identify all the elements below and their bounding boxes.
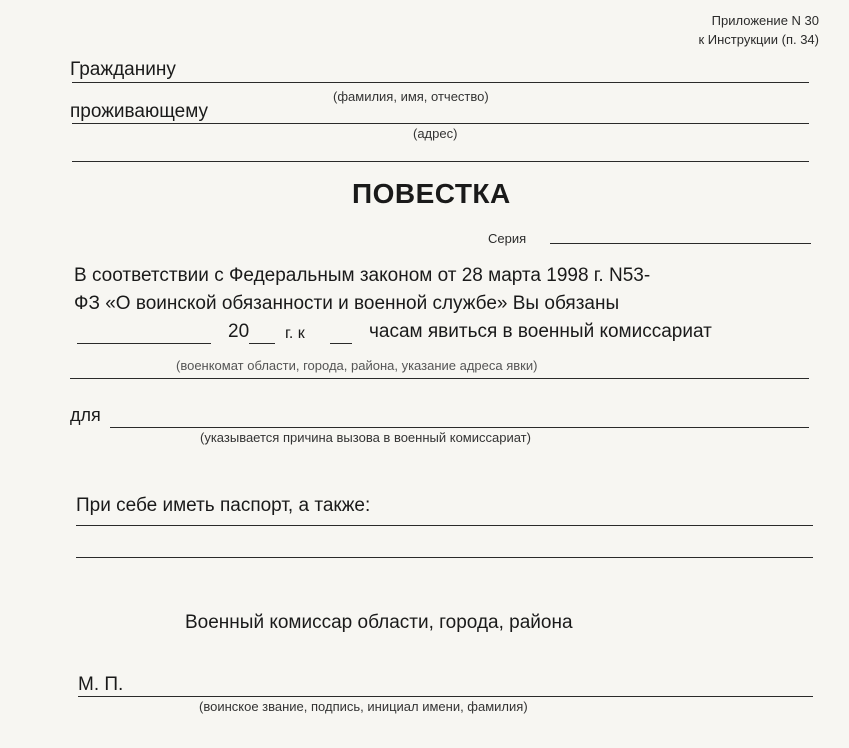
purpose-line[interactable] [110,427,809,428]
signature-line[interactable] [78,696,813,697]
series-label: Серия [488,231,527,246]
citizen-name-line[interactable] [72,82,809,83]
seal-label: М. П. [78,674,124,695]
appendix-number: Приложение N 30 [711,13,819,28]
year-prefix: 20 [228,321,250,342]
purpose-hint: (указывается причина вызова в военный комиссариат) [200,430,531,445]
office-hint: (военкомат области, города, района, указание адреса явки) [176,358,538,373]
name-hint: (фамилия, имя, отчество) [333,89,489,104]
hours-text: часам явиться в военный комиссариат [369,321,712,342]
signature-hint: (воинское звание, подпись, инициал имени, фамилия) [199,699,528,714]
appendix-header [698,13,819,47]
citizen-label: Гражданину [70,59,176,80]
date-line[interactable] [77,343,211,344]
residing-label: проживающему [70,101,208,122]
appendix-instruction-ref: к Инструкции (п. 34) [698,32,819,47]
purpose-label: для [70,405,101,425]
address-line-1[interactable] [72,123,809,124]
address-hint: (адрес) [413,126,458,141]
document-title: ПОВЕСТКА [352,178,511,209]
commissar-title: Военный комиссар области, города, района [185,612,573,633]
series-line[interactable] [550,243,811,244]
address-line-2[interactable] [72,161,809,162]
bring-text: При себе иметь паспорт, а также: [76,495,371,516]
bring-line-1[interactable] [76,525,813,526]
bring-line-2[interactable] [76,557,813,558]
body-line-2: ФЗ «О воинской обязанности и военной службе» Вы обязаны [74,293,620,314]
body-line-1: В соответствии с Федеральным законом от 28 марта 1998 г. N53- [74,265,651,286]
year-suffix: г. к [285,325,305,342]
hours-line[interactable] [330,343,352,344]
office-line[interactable] [70,378,809,379]
year-line[interactable] [249,343,275,344]
